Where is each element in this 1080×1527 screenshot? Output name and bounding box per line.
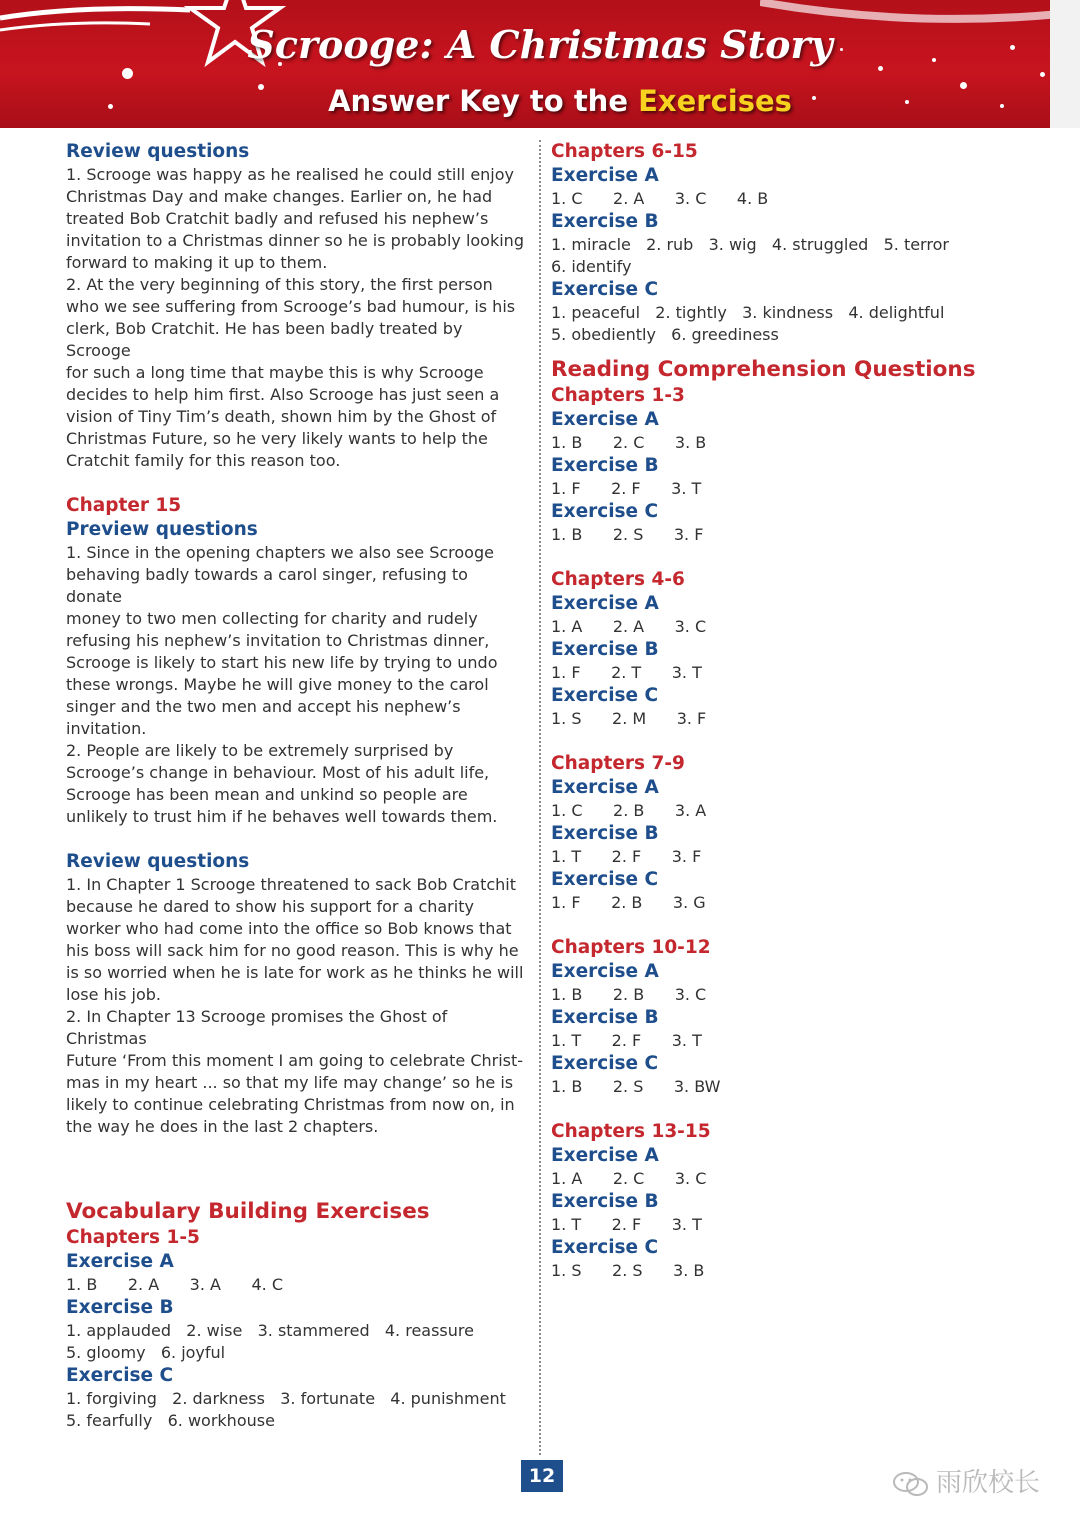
exercise-answers: 1. C 2. B 3. A — [551, 801, 707, 820]
vocabulary-heading: Vocabulary Building Exercises — [66, 1199, 430, 1224]
chapters-heading: Chapters 10-12 — [551, 937, 711, 958]
vocabulary-section — [66, 1198, 528, 1432]
exercise-answers: 1. A 2. A 3. C — [551, 617, 707, 636]
exercise-answers: 1. S 2. M 3. F — [551, 709, 707, 728]
rc-group — [551, 752, 1051, 914]
exercise-heading: Exercise A — [551, 409, 659, 430]
rc-group — [551, 936, 1051, 1098]
subtitle-highlight: Exercises — [638, 84, 792, 118]
exercise-heading: Exercise A — [66, 1251, 174, 1272]
chapters-heading: Chapters 7-9 — [551, 753, 685, 774]
exercise-heading: Exercise B — [551, 211, 659, 232]
exercise-heading: Exercise C — [551, 501, 659, 522]
preview-questions-heading: Preview questions — [66, 519, 258, 540]
page-number: 12 — [521, 1460, 563, 1492]
watermark — [892, 1462, 1040, 1499]
preview-answer-block: 1. Since in the opening chapters we also see Scrooge behaving badly towards a carol singer, refusing to donate money to two men collecting for charity and rudely refusing his nephew’s invitation to Christmas dinner, Scrooge is likely to start his new life by trying to undo these wrongs. Maybe he will give money to the carol singer and the two men and accept his nephew’s invitation. 2. People are likely to be extremely surprised by Scrooge’s change in behaviour. Most of his adult life, Scrooge has been mean and unkind so people are unlikely to trust him if he behaves well towards them. — [66, 543, 498, 826]
chapters-heading: Chapters 1-3 — [551, 385, 685, 406]
exercise-heading: Exercise B — [551, 639, 659, 660]
chapters-heading: Chapters 6-15 — [551, 141, 698, 162]
review-answer-block: 1. Scrooge was happy as he realised he could still enjoy Christmas Day and make changes. Earlier on, he had treated Bob Cratchit badly and refused his nephew’s invitation to a Christmas dinner so he is probably looking forward to making it up to them. 2. At the very beginning of this story, the first person who we see suffering from Scrooge’s bad humour, is his clerk, Bob Cratchit. He has been badly treated by Scrooge for such a long time that maybe this is why Scrooge decides to help him first. Also Scrooge has just seen a vision of Tiny Tim’s death, shown him by the Ghost of Christmas Future, so he very likely wants to help the Cratchit family for this reason too. — [66, 165, 524, 470]
exercise-heading: Exercise B — [551, 823, 659, 844]
page-subtitle: Answer Key to the Exercises — [328, 84, 792, 118]
column-divider — [539, 140, 541, 1455]
exercise-answers: 5. fearfully 6. workhouse — [66, 1411, 275, 1430]
exercise-heading: Exercise C — [551, 685, 659, 706]
exercise-heading: Exercise B — [551, 455, 659, 476]
exercise-answers: 6. identify — [551, 257, 632, 276]
chapters-heading: Chapters 1-5 — [66, 1227, 200, 1248]
exercise-answers: 1. B 2. C 3. B — [551, 433, 707, 452]
exercise-answers: 1. S 2. S 3. B — [551, 1261, 705, 1280]
exercise-heading: Exercise C — [551, 1237, 659, 1258]
exercise-heading: Exercise A — [551, 777, 659, 798]
exercise-heading: Exercise A — [551, 961, 659, 982]
exercise-answers: 1. A 2. C 3. C — [551, 1169, 707, 1188]
exercise-heading: Exercise A — [551, 165, 659, 186]
exercise-answers: 5. gloomy 6. joyful — [66, 1343, 226, 1362]
review-questions-heading: Review questions — [66, 851, 250, 872]
exercise-answers: 1. forgiving 2. darkness 3. fortunate 4. punishment — [66, 1389, 506, 1408]
wechat-icon — [892, 1471, 930, 1497]
exercise-answers: 1. F 2. B 3. G — [551, 893, 706, 912]
exercise-answers: 1. B 2. S 3. F — [551, 525, 704, 544]
exercise-answers: 1. applauded 2. wise 3. stammered 4. reassure — [66, 1321, 474, 1340]
rc-group — [551, 384, 1051, 546]
exercise-answers: 5. obediently 6. greediness — [551, 325, 779, 344]
exercise-heading: Exercise C — [66, 1365, 174, 1386]
exercise-heading: Exercise C — [551, 869, 659, 890]
exercise-answers: 1. peaceful 2. tightly 3. kindness 4. delightful — [551, 303, 945, 322]
right-column — [551, 140, 1051, 1282]
exercise-heading: Exercise A — [551, 593, 659, 614]
exercise-answers: 1. T 2. F 3. T — [551, 1031, 702, 1050]
exercise-answers: 1. T 2. F 3. T — [551, 1215, 702, 1234]
left-column — [66, 140, 528, 1138]
page-title: Scrooge: A Christmas Story — [247, 22, 833, 67]
exercise-heading: Exercise B — [66, 1297, 174, 1318]
exercise-answers: 1. B 2. S 3. BW — [551, 1077, 721, 1096]
chapters-heading: Chapters 4-6 — [551, 569, 685, 590]
reading-comprehension-heading: Reading Comprehension Questions — [551, 357, 976, 382]
exercise-answers: 1. B 2. B 3. C — [551, 985, 707, 1004]
rc-group — [551, 1120, 1051, 1282]
exercise-answers: 1. miracle 2. rub 3. wig 4. struggled 5. terror — [551, 235, 949, 254]
exercise-heading: Exercise C — [551, 279, 659, 300]
exercise-heading: Exercise A — [551, 1145, 659, 1166]
exercise-answers: 1. F 2. F 3. T — [551, 479, 702, 498]
review-questions-heading: Review questions — [66, 141, 250, 162]
review-answer-block: 1. In Chapter 1 Scrooge threatened to sack Bob Cratchit because he dared to show his support for a charity worker who had come into the office so Bob knows that his boss will sack him for no good reason. This is why he is so worried when he is late for work as he thinks he will lose his job. 2. In Chapter 13 Scrooge promises the Ghost of Christmas Future ‘From this moment I am going to celebrate Christ- mas in my heart ... so that my life may change’ so he is likely to continue celebrating Christmas from now on, in the way he does in the last 2 chapters. — [66, 875, 524, 1136]
rc-group — [551, 568, 1051, 730]
header-banner — [0, 0, 1080, 128]
chapters-heading: Chapters 13-15 — [551, 1121, 711, 1142]
exercise-heading: Exercise B — [551, 1191, 659, 1212]
watermark-text: 雨欣校长 — [936, 1468, 1041, 1498]
exercise-answers: 1. C 2. A 3. C 4. B — [551, 189, 769, 208]
exercise-heading: Exercise B — [551, 1007, 659, 1028]
exercise-heading: Exercise C — [551, 1053, 659, 1074]
exercise-answers: 1. B 2. A 3. A 4. C — [66, 1275, 283, 1294]
chapter-heading: Chapter 15 — [66, 495, 182, 516]
exercise-answers: 1. T 2. F 3. F — [551, 847, 702, 866]
exercise-answers: 1. F 2. T 3. T — [551, 663, 702, 682]
